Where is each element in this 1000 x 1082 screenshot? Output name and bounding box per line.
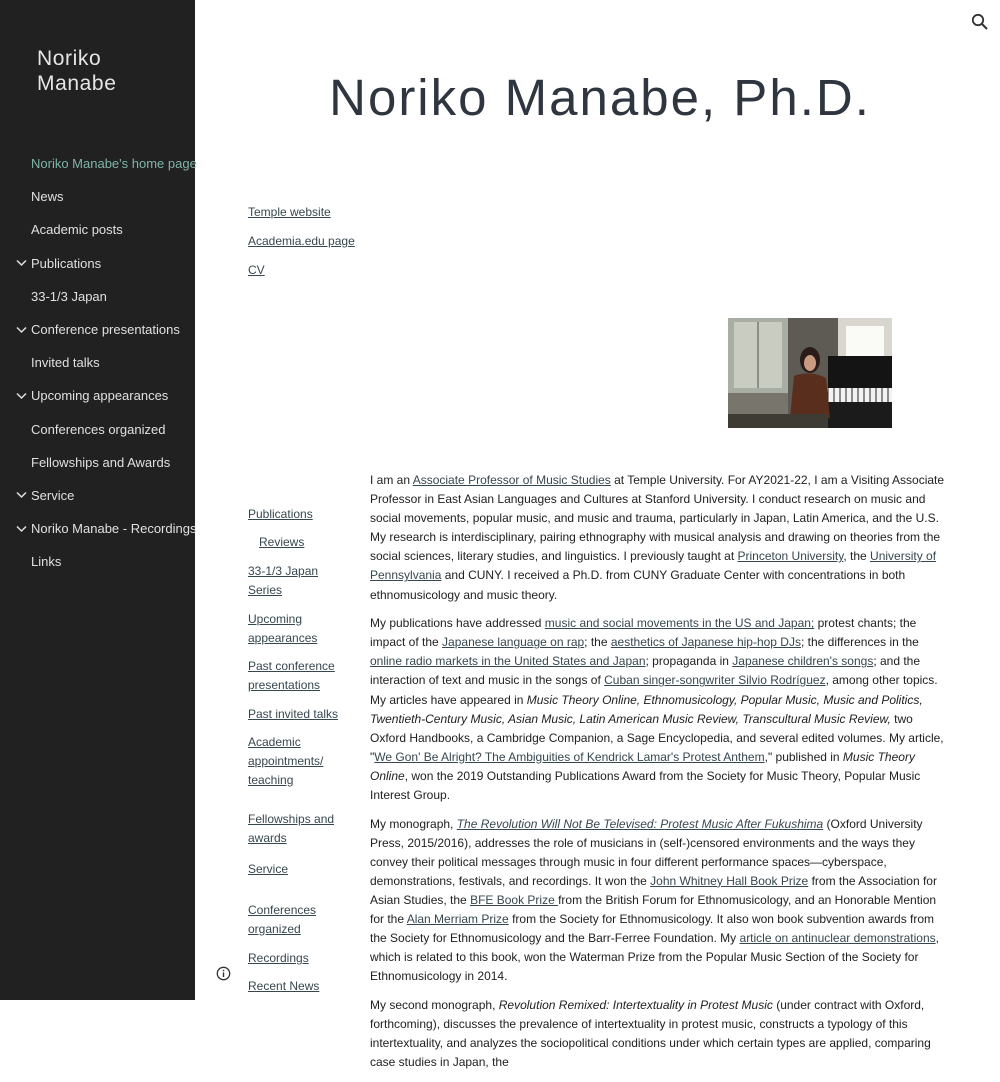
side-link-past-invited-talks[interactable]: Past invited talks	[248, 707, 339, 721]
childrens-songs-link[interactable]: Japanese children's songs	[732, 654, 874, 669]
monograph-link[interactable]	[457, 817, 823, 831]
text: and CUNY. I received a Ph.D. from CUNY Graduate Center with concentrations in both ethnomusicology and music theory.	[370, 568, 906, 602]
sidebar-item-upcoming-appearances[interactable]	[0, 379, 195, 412]
text: protest chants; the impact of the	[370, 616, 917, 650]
text: from the Association for Asian Studies, the	[370, 873, 937, 907]
sidebar-item-service[interactable]	[0, 479, 195, 512]
side-link-past-conference-presentations[interactable]: Past conference presentations	[248, 659, 335, 692]
upenn-link[interactable]: University of Pennsylvania	[370, 549, 937, 583]
sidebar-item-label: Publications	[31, 255, 102, 271]
antinuclear-article-link[interactable]: article on antinuclear demonstrations	[739, 931, 936, 946]
sidebar-item-label: Noriko Manabe - Recordings	[31, 521, 197, 537]
kendrick-lamar-article-link[interactable]: We Gon' Be Alright? The Ambiguities of Kendrick Lamar's Protest Anthem	[374, 749, 765, 764]
external-links	[248, 198, 355, 285]
sidebar-item-label: Upcoming appearances	[31, 388, 169, 404]
princeton-link[interactable]: Princeton University	[737, 549, 844, 564]
text: ; the	[584, 635, 611, 650]
text: , which is related to this book, won the Waterman Prize from the Popular Music Section of the Society for Ethnomusicology in 2014.	[370, 931, 939, 984]
sidebar-item-noriko-manabe-recordings[interactable]	[0, 512, 195, 545]
info-icon[interactable]	[216, 966, 231, 981]
text: ; the differences in the	[800, 635, 919, 650]
text: (Oxford University Press, 2015/2016), addresses the role of musicians in (self-)censored environments and the ways they convey their political messages through music in four different performance spaces—cyberspace, demonstrations, festivals, and recordings. It won the	[370, 816, 923, 888]
bio-paragraph-4	[370, 996, 948, 1072]
sidebar-item-label: News	[31, 189, 64, 205]
bio-paragraph-1	[370, 471, 948, 605]
side-link-publications[interactable]: Publications	[248, 507, 313, 521]
sidebar-item-label: Links	[31, 554, 62, 570]
bio-paragraph-2	[370, 614, 948, 805]
journals-list: Music Theory Online, Ethnomusicology, Popular Music, Music and Politics, Twentieth-Century Music, Asian Music, Latin American Music Review, Transcultural Music Review,	[370, 692, 923, 726]
cv-link[interactable]: CV	[248, 263, 265, 277]
sidebar-item-label: Noriko Manabe's home page	[31, 156, 197, 172]
text: ; propaganda in	[645, 654, 733, 669]
sidebar-item-label: Service	[31, 487, 75, 503]
associate-professor-link[interactable]: Associate Professor of Music Studies	[412, 473, 611, 487]
text: (under contract with Oxford, forthcoming), discusses the prevalence of intertextuality in protest music, constructs a typology of this intertextuality, and analyzes the sociopolitical conditions under which certain types are applied, comparing case studies in Japan, the	[370, 997, 931, 1070]
text: My publications have addressed	[370, 616, 545, 631]
john-whitney-hall-prize-link[interactable]: John Whitney Hall Book Prize	[650, 873, 809, 888]
second-monograph-title: Revolution Remixed: Intertextuality in Protest Music	[498, 997, 773, 1012]
social-movements-link[interactable]: music and social movements in the US and Japan;	[544, 616, 815, 631]
sidebar-item-label: Conferences organized	[31, 421, 166, 437]
sidebar-item-fellowships-and-awards[interactable]	[0, 446, 195, 479]
side-link-reviews[interactable]: Reviews	[259, 535, 305, 549]
text: , won the 2019 Outstanding Publications Award from the Society for Music Theory, Popular Music Interest Group.	[370, 768, 921, 802]
sidebar-item-conferences-organized[interactable]	[0, 413, 195, 446]
bio-content	[370, 471, 948, 1082]
academia-page-link[interactable]: Academia.edu page	[248, 234, 355, 248]
bfe-book-prize-link[interactable]: BFE Book Prize	[470, 892, 559, 907]
sidebar-item-publications[interactable]	[0, 247, 195, 280]
side-link-fellowships-awards[interactable]: Fellowships and awards	[248, 812, 335, 845]
side-link-33-third-japan-series[interactable]: 33-1/3 Japan Series	[248, 564, 319, 597]
chevron-down-icon[interactable]	[15, 489, 28, 502]
chevron-down-icon[interactable]	[15, 323, 28, 336]
sidebar-item-invited-talks[interactable]	[0, 346, 195, 379]
sidebar-item-news[interactable]	[0, 180, 195, 213]
sidebar-item-conference-presentations[interactable]	[0, 313, 195, 346]
sidebar-item-links[interactable]	[0, 545, 195, 578]
text: ; and the interaction of text and music in the songs of	[370, 654, 921, 688]
text: I am an	[370, 473, 413, 487]
chevron-down-icon[interactable]	[15, 389, 28, 402]
side-link-recent-news[interactable]: Recent News	[248, 979, 320, 993]
sidebar	[0, 0, 195, 1000]
chevron-down-icon[interactable]	[15, 257, 28, 270]
silvio-rodriguez-link[interactable]: Cuban singer-songwriter Silvio Rodríguez	[604, 673, 826, 688]
side-link-recordings[interactable]: Recordings	[248, 951, 309, 965]
temple-website-link[interactable]: Temple website	[248, 205, 331, 219]
journal-name: Music Theory Online	[370, 749, 915, 783]
online-radio-link[interactable]: online radio markets in the United States and Japan	[370, 654, 646, 669]
chevron-down-icon[interactable]	[15, 522, 28, 535]
sidebar-item-label: Conference presentations	[31, 322, 180, 338]
text: at Temple University. For AY2021-22, I am a Visiting Associate Professor in East Asian Languages and Cultures at Stanford University. I conduct research on music and social movements, popular music, and music and trauma, particularly in Japan, Latin America, and the U.S. My research is interdisciplinary, pairing ethnography with musical analysis and drawing on theories from the social sciences, literary studies, and linguistics. I previously taught at	[370, 473, 945, 564]
side-link-upcoming-appearances[interactable]: Upcoming appearances	[248, 612, 318, 645]
sidebar-item-33-1-3-japan[interactable]	[0, 280, 195, 313]
text: , the	[843, 549, 871, 564]
bio-paragraph-3	[370, 815, 948, 987]
site-navigation	[0, 147, 195, 578]
site-title[interactable]: Noriko Manabe	[37, 47, 117, 95]
sidebar-item-noriko-manabe-s-home-page[interactable]	[0, 147, 195, 180]
page-title: Noriko Manabe, Ph.D.	[329, 69, 871, 126]
side-link-conferences-organized[interactable]: Conferences organized	[248, 903, 317, 936]
sidebar-item-label: Academic posts	[31, 222, 123, 238]
text: ," published in	[764, 749, 843, 764]
monograph-title: The Revolution Will Not Be Televised: Protest Music After Fukushima	[456, 816, 824, 831]
side-link-academic-appointments[interactable]: Academic appointments/ teaching	[248, 735, 324, 787]
text: My monograph,	[370, 816, 457, 831]
sidebar-item-label: 33-1/3 Japan	[31, 288, 107, 304]
search-icon[interactable]	[970, 12, 990, 32]
profile-photo	[728, 318, 892, 428]
alan-merriam-prize-link[interactable]: Alan Merriam Prize	[406, 912, 509, 927]
sidebar-item-academic-posts[interactable]	[0, 213, 195, 246]
text: from the British Forum for Ethnomusicology, and an Honorable Mention for the	[370, 892, 937, 927]
japanese-rap-link[interactable]: Japanese language on rap	[442, 635, 585, 650]
side-link-service[interactable]: Service	[248, 862, 289, 876]
text: , among other topics. My articles have appeared in	[370, 673, 938, 707]
text: two Oxford Handbooks, a Cambridge Companion, a Sage Encyclopedia, and several edited volumes. My article, "	[370, 711, 944, 764]
sidebar-item-label: Invited talks	[31, 355, 100, 371]
text: from the Society for Ethnomusicology. It also won book subvention awards from the Society for Ethnomusicology and the Barr-Ferree Foundation. My	[370, 912, 935, 946]
hiphop-djs-link[interactable]: aesthetics of Japanese hip-hop DJs	[610, 635, 801, 650]
sidebar-item-label: Fellowships and Awards	[31, 454, 171, 470]
text: My second monograph,	[370, 997, 499, 1012]
